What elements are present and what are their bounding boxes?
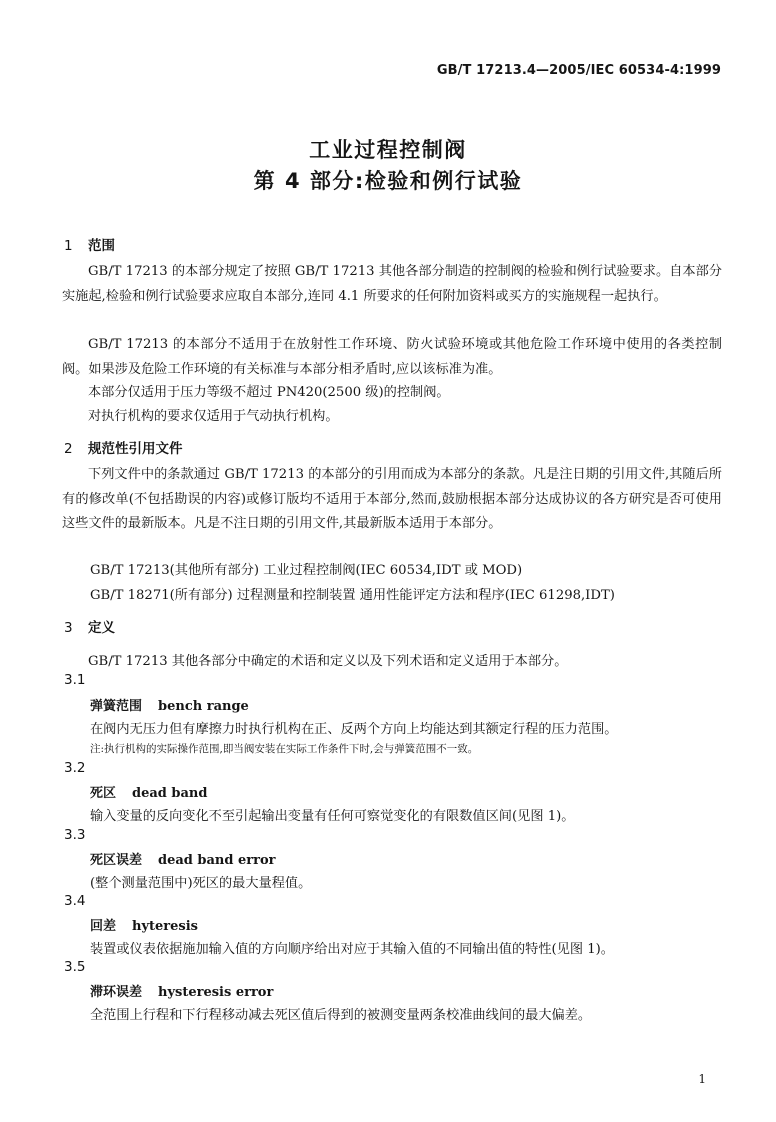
clause-number: 3.1 bbox=[64, 672, 86, 688]
clause-number: 3.5 bbox=[64, 959, 86, 975]
term-en: hyteresis bbox=[132, 919, 198, 934]
term-heading bbox=[90, 849, 276, 868]
page-number: 1 bbox=[698, 1072, 706, 1086]
section-3-heading bbox=[64, 616, 115, 636]
section-title: 范围 bbox=[88, 238, 115, 254]
term-heading bbox=[90, 915, 198, 934]
term-en: dead band bbox=[132, 786, 208, 801]
term-definition: (整个测量范围中)死区的最大量程值。 bbox=[90, 876, 312, 891]
section-2-heading bbox=[64, 437, 183, 457]
document-title: 工业过程控制阀 bbox=[309, 138, 467, 162]
document-subtitle: 第 4 部分:检验和例行试验 bbox=[253, 169, 523, 193]
section-number: 2 bbox=[64, 441, 73, 457]
term-heading bbox=[90, 695, 249, 714]
paragraph: 本部分仅适用于压力等级不超过 PN420(2500 级)的控制阀。 bbox=[88, 385, 450, 400]
reference-item: GB/T 18271(所有部分) 过程测量和控制装置 通用性能评定方法和程序(IEC 61298,IDT) bbox=[90, 588, 615, 603]
section-title: 规范性引用文件 bbox=[88, 441, 183, 457]
term-definition: 在阀内无压力但有摩擦力时执行机构在正、反两个方向上均能达到其额定行程的压力范围。 bbox=[90, 722, 618, 737]
term-note: 注:执行机构的实际操作范围,即当阀安装在实际工作条件下时,会与弹簧范围不一致。 bbox=[90, 743, 479, 755]
term-definition: 输入变量的反向变化不至引起输出变量有任何可察觉变化的有限数值区间(见图 1)。 bbox=[90, 809, 575, 824]
term-heading bbox=[90, 981, 273, 1000]
section-1-heading bbox=[64, 234, 115, 254]
term-zh: 回差 bbox=[90, 919, 117, 934]
section-number: 1 bbox=[64, 238, 73, 254]
term-heading bbox=[90, 782, 207, 801]
term-definition: 装置或仪表依据施加输入值的方向顺序给出对应于其输入值的不同输出值的特性(见图 1)。 bbox=[90, 942, 614, 957]
paragraph: GB/T 17213 的本部分规定了按照 GB/T 17213 其他各部分制造的控制阀的检验和例行试验要求。自本部分实施起,检验和例行试验要求应取自本部分,连同 4.1 所要求的任何附加资料或买方的实施规程一起执行。 bbox=[62, 264, 722, 304]
reference-item: GB/T 17213(其他所有部分) 工业过程控制阀(IEC 60534,IDT 或 MOD) bbox=[90, 563, 523, 578]
paragraph: 下列文件中的条款通过 GB/T 17213 的本部分的引用而成为本部分的条款。凡是注日期的引用文件,其随后所有的修改单(不包括勘误的内容)或修订版均不适用于本部分,然而,鼓励根据本部分达成协议的各方研究是否可使用这些文件的最新版本。凡是不注日期的引用文件,其最新版本适用于本部分。 bbox=[62, 467, 722, 531]
term-en: bench range bbox=[158, 699, 249, 714]
term-zh: 弹簧范围 bbox=[90, 699, 143, 714]
standard-number: GB/T 17213.4—2005/IEC 60534-4:1999 bbox=[436, 63, 721, 78]
term-zh: 死区 bbox=[90, 786, 117, 801]
term-zh: 滞环误差 bbox=[90, 985, 143, 1000]
term-en: hysteresis error bbox=[158, 985, 274, 1000]
term-zh: 死区误差 bbox=[90, 853, 143, 868]
term-en: dead band error bbox=[158, 853, 276, 868]
section-title: 定义 bbox=[88, 620, 115, 636]
paragraph: GB/T 17213 的本部分不适用于在放射性工作环境、防火试验环境或其他危险工作环境中使用的各类控制阀。如果涉及危险工作环境的有关标准与本部分相矛盾时,应以该标准为准。 bbox=[62, 337, 722, 377]
clause-number: 3.3 bbox=[64, 827, 86, 843]
clause-number: 3.2 bbox=[64, 760, 86, 776]
paragraph: 对执行机构的要求仅适用于气动执行机构。 bbox=[88, 409, 339, 424]
section-number: 3 bbox=[64, 620, 73, 636]
paragraph: GB/T 17213 其他各部分中确定的术语和定义以及下列术语和定义适用于本部分。 bbox=[88, 654, 568, 669]
term-definition: 全范围上行程和下行程移动减去死区值后得到的被测变量两条校准曲线间的最大偏差。 bbox=[90, 1008, 592, 1023]
clause-number: 3.4 bbox=[64, 893, 86, 909]
